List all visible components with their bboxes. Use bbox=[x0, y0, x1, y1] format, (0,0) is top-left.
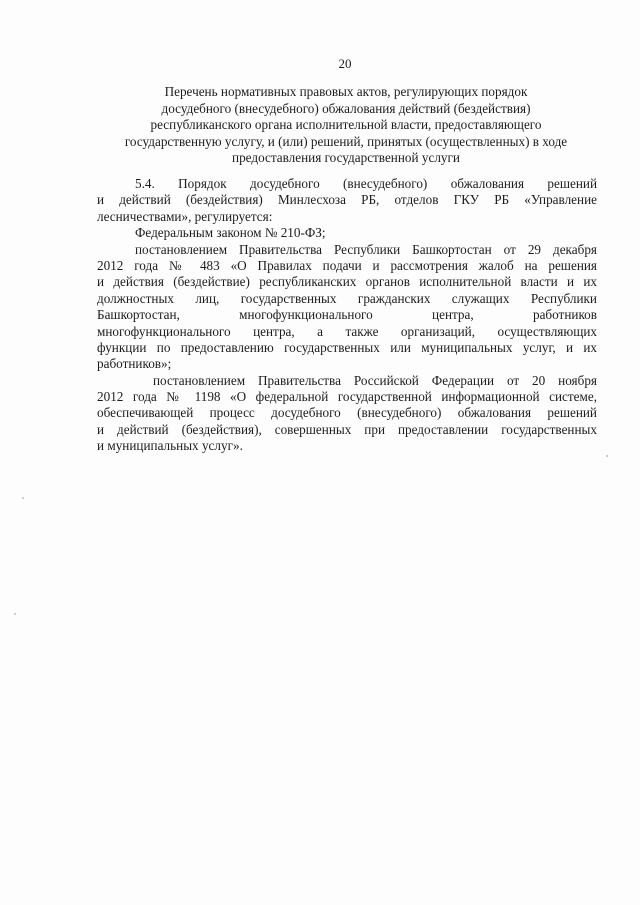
section-heading bbox=[96, 84, 596, 167]
body-text bbox=[97, 176, 597, 455]
paragraph-line: Башкортостан, многофункционального центра, работников bbox=[97, 307, 597, 323]
paragraph-line: 2012 года № 483 «О Правилах подачи и рассмотрения жалоб на решения bbox=[97, 257, 597, 273]
paragraph-line: и действий (бездействия) Минлесхоза РБ, отделов ГКУ РБ «Управление bbox=[97, 192, 597, 208]
page-number: 20 bbox=[338, 56, 352, 71]
heading-line: государственную услугу, и (или) решений, принятых (осуществленных) в ходе bbox=[124, 133, 568, 149]
paragraph-line: и действия (бездействие) республиканских органов исполнительной власти и их bbox=[97, 274, 597, 290]
paragraph-line: постановлением Правительства Российской Федерации от 20 ноября bbox=[153, 372, 597, 388]
paragraph-line: лесничествами», регулируется: bbox=[97, 208, 273, 224]
paragraph-line: обеспечивающей процесс досудебного (внесудебного) обжалования решений bbox=[97, 405, 597, 421]
paragraph-line: 2012 года № 1198 «О федеральной государственной информационной системе, bbox=[97, 389, 597, 405]
paragraph-line: Федеральным законом № 210-ФЗ; bbox=[135, 225, 326, 241]
paragraph-line: постановлением Правительства Республики Башкортостан от 29 декабря bbox=[135, 241, 597, 257]
heading-line: досудебного (внесудебного) обжалования действий (бездействия) bbox=[161, 100, 531, 116]
paragraph-line: и муниципальных услуг». bbox=[97, 438, 243, 454]
scan-speck bbox=[606, 455, 608, 457]
scan-speck bbox=[14, 613, 16, 615]
heading-line: Перечень нормативных правовых актов, регулирующих порядок bbox=[164, 84, 528, 99]
paragraph-line: и действий (бездействия), совершенных при предоставлении государственных bbox=[97, 421, 597, 437]
heading-line: предоставления государственной услуги bbox=[232, 150, 460, 165]
heading-line: республиканского органа исполнительной власти, предоставляющего bbox=[150, 117, 542, 132]
paragraph-line: многофункционального центра, а также организаций, осуществляющих bbox=[97, 323, 597, 339]
scan-speck bbox=[22, 497, 24, 499]
paragraph-line: функции по предоставлению государственных или муниципальных услуг, и их bbox=[97, 339, 597, 355]
paragraph-line: работников»; bbox=[97, 356, 172, 372]
paragraph-line: 5.4. Порядок досудебного (внесудебного) обжалования решений bbox=[135, 176, 597, 191]
paragraph-line: должностных лиц, государственных гражданских служащих Республики bbox=[97, 290, 597, 306]
